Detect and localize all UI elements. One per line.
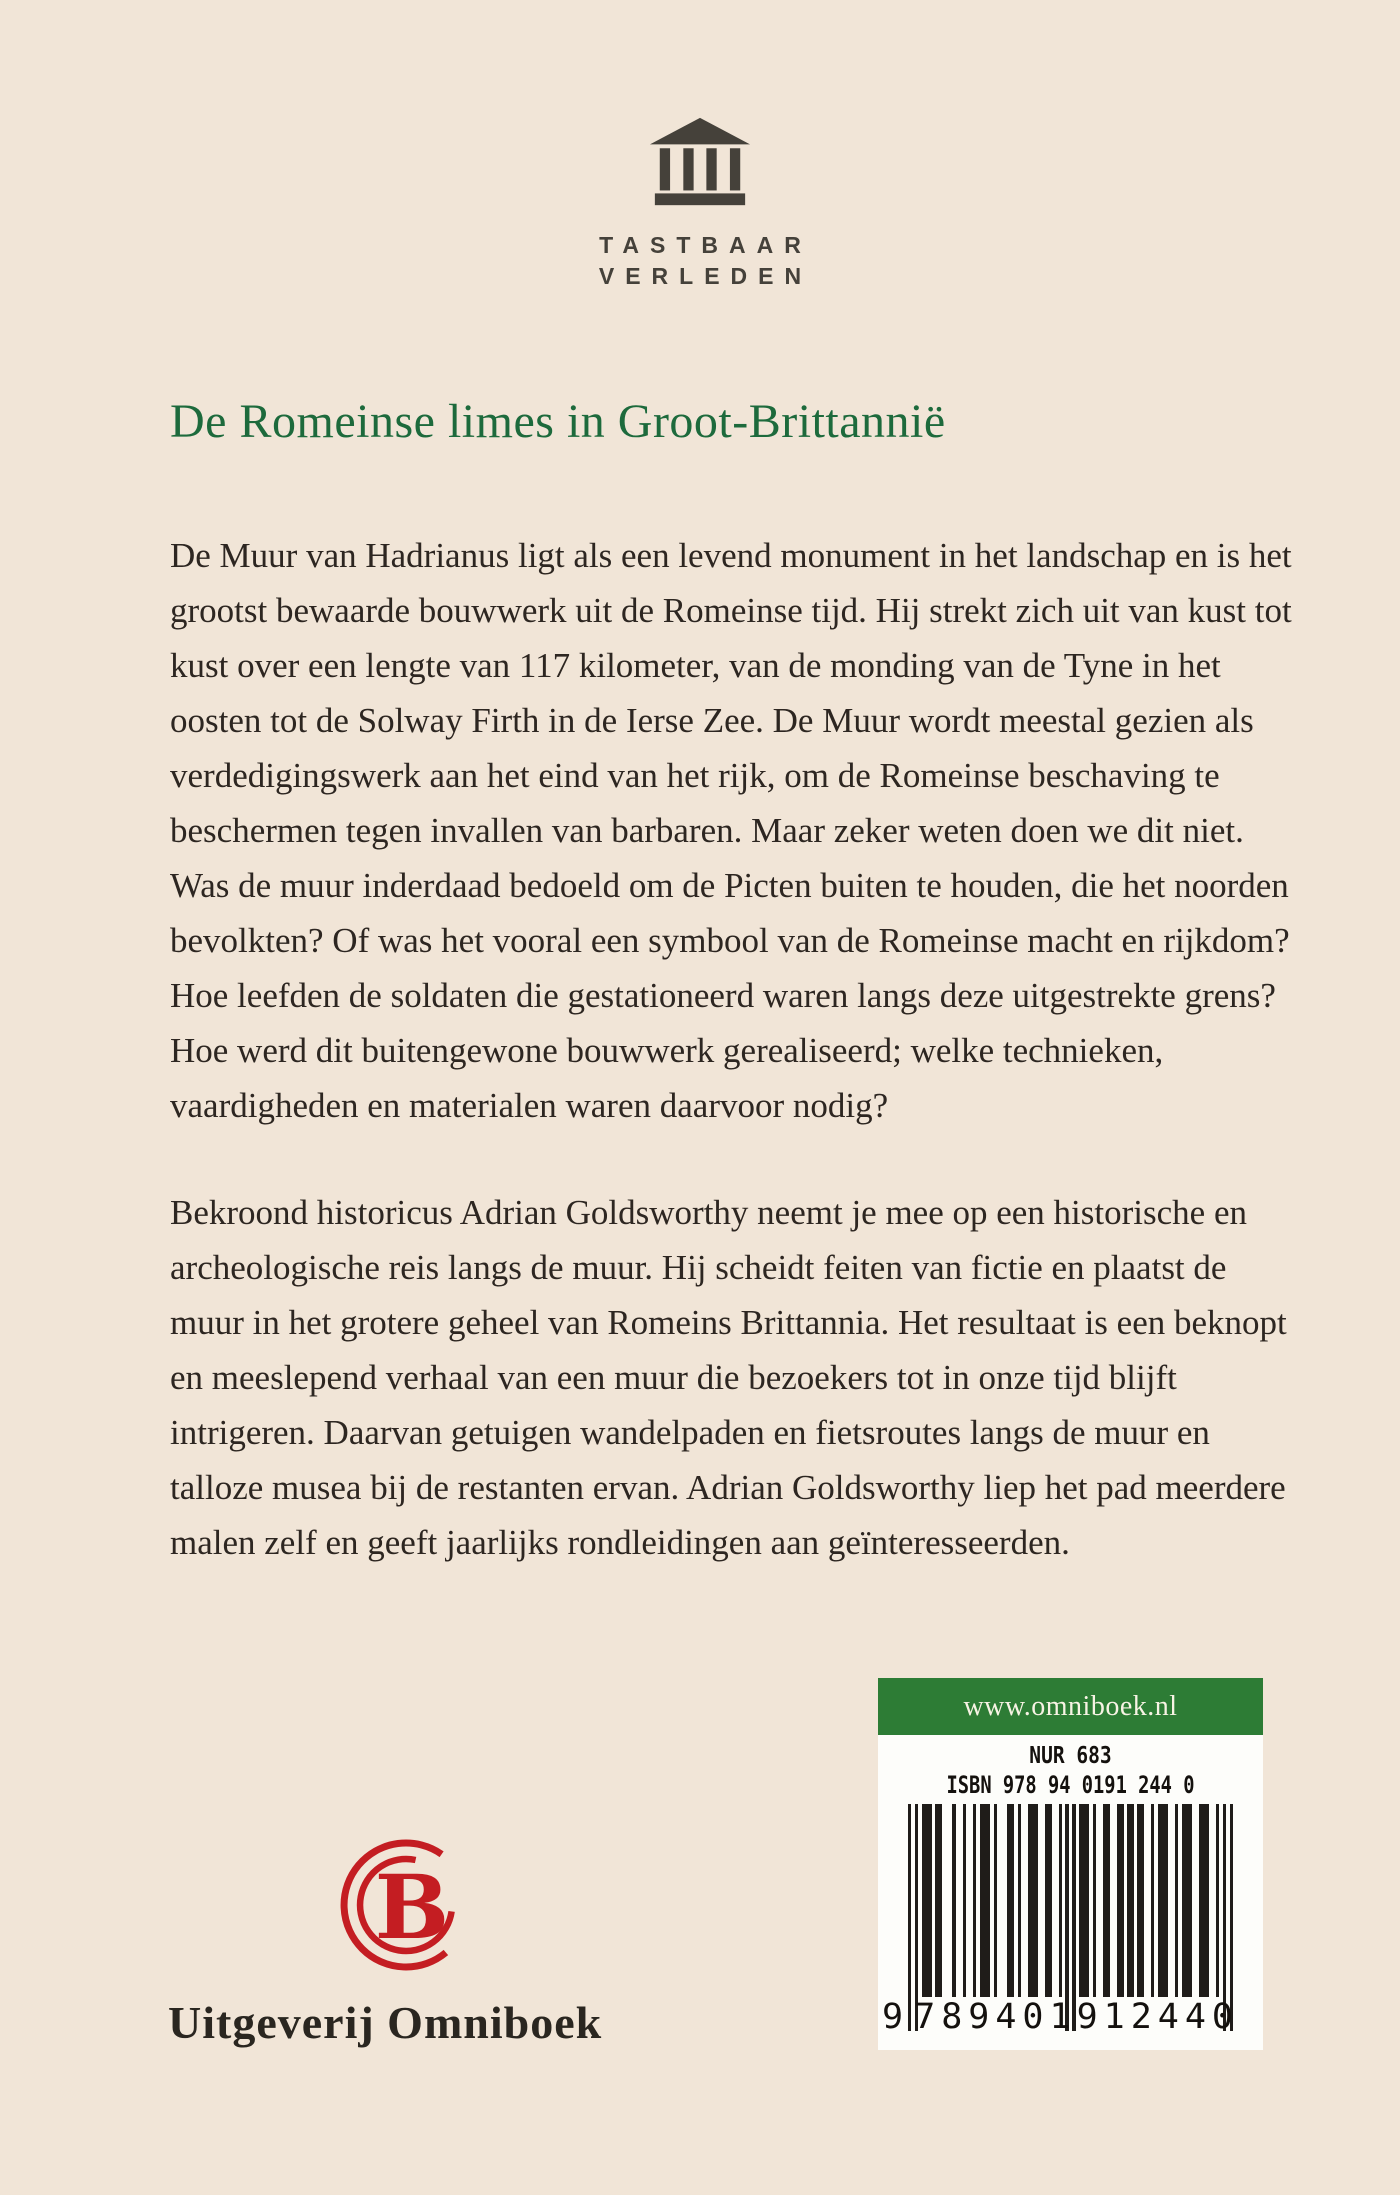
- paragraph-1: De Muur van Hadrianus ligt als een levend monument in het landschap en is het grootst bewaarde bouwwerk uit de Romeinse tijd. Hij strekt zich uit van kust tot kust over een lengte van 117 kilometer, van de monding van de Tyne in het oosten tot de Solway Firth in de Ierse Zee. De Muur wordt meestal gezien als verdedigingswerk aan het eind van het rijk, om de Romeinse beschaving te beschermen tegen invallen van barbaren. Maar zeker weten doen we dit niet. Was de muur inderdaad bedoeld om de Picten buiten te houden, die het noorden bevolkten? Of was het vooral een symbool van de Romeinse macht en rijkdom?: [170, 536, 1292, 960]
- back-cover-text: [170, 528, 1300, 1570]
- isbn-number: ISBN 978 94 0191 244 0: [946, 1771, 1195, 1799]
- logo-letter: B: [374, 1855, 450, 1959]
- imprint-logo: [0, 116, 1400, 292]
- isbn-block: [878, 1678, 1263, 2050]
- paragraph-2: Hoe leefden de soldaten die gestationeerd waren langs deze uitgestrekte grens? Hoe werd dit buitengewone bouwwerk gerealiseerd; welke technieken, vaardigheden en materialen waren daarvoor nodig?: [170, 976, 1276, 1125]
- publisher-logo: [336, 1832, 476, 1978]
- ean-barcode: [882, 1804, 1239, 2037]
- publisher-name: Uitgeverij Omniboek: [168, 1997, 603, 2048]
- temple-icon: [648, 116, 752, 208]
- barcode-panel: [878, 1735, 1263, 2050]
- imprint-line2: VERLEDEN: [598, 263, 813, 289]
- barcode-digit-lead: 9: [882, 1997, 904, 2037]
- paragraph-3: Bekroond historicus Adrian Goldsworthy neemt je mee op een historische en archeologische reis langs de muur. Hij scheidt feiten van fictie en plaatst de muur in het grotere geheel van Romeins Brittannia. Het resultaat is een beknopt en meeslepend verhaal van een muur die bezoekers tot in onze tijd blijft intrigeren. Daarvan getuigen wandelpaden en fietsroutes langs de muur en talloze musea bij de restanten ervan. Adrian Goldsworthy liep het pad meerdere malen zelf en geeft jaarlijks rondleidingen aan geïnteresseerden.: [170, 1193, 1287, 1562]
- publisher-website: www.omniboek.nl: [878, 1678, 1263, 1735]
- barcode-digits: [882, 1997, 1239, 2037]
- imprint-line1: TASTBAAR: [599, 232, 812, 258]
- nur-code: NUR 683: [1029, 1743, 1112, 1769]
- barcode-digits-left: 789401: [914, 1997, 1077, 2037]
- barcode-digits-right: 912440: [1076, 1997, 1239, 2037]
- book-title: De Romeinse limes in Groot-Brittannië: [170, 395, 946, 448]
- imprint-name: [588, 230, 812, 292]
